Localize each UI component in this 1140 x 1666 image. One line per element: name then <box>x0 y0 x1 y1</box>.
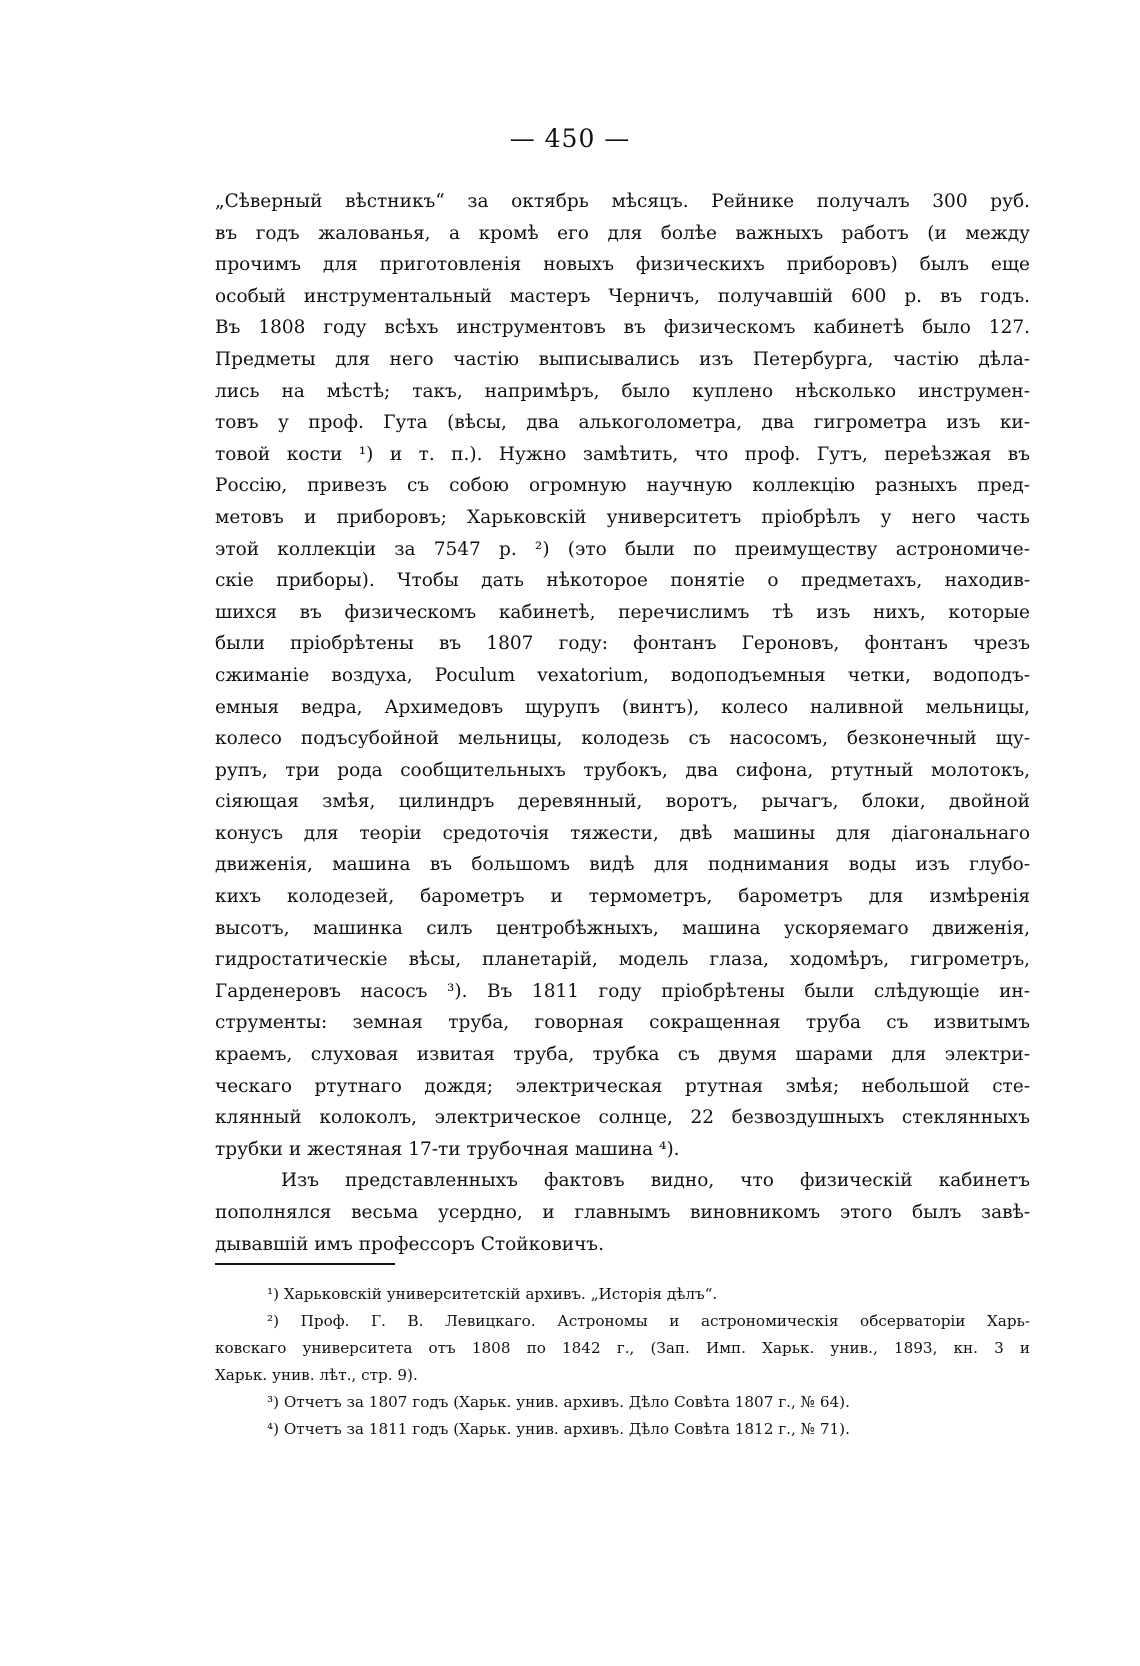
text-line: пополнялся весьма усердно, и главнымъ виновникомъ этого былъ завѣ- <box>215 1202 1030 1223</box>
text-line: кихъ колодезей, барометръ и термометръ, барометръ для измѣренія <box>215 886 1030 908</box>
text-line: емныя ведра, Архимедовъ щурупъ (винтъ), колесо наливной мельницы, <box>215 696 1030 718</box>
footnote-divider <box>215 1263 395 1265</box>
text-line: рупъ, три рода сообщительныхъ трубокъ, два сифона, ртутный молотокъ, <box>215 759 1030 781</box>
footnotes <box>215 1281 1030 1443</box>
footnote-line: ковскаго университета отъ 1808 по 1842 г., (Зап. Имп. Харьк. унив., 1893, кн. 3 и <box>215 1339 1030 1357</box>
text-line: метовъ и приборовъ; Харьковскій университетъ пріобрѣлъ у него часть <box>215 506 1030 528</box>
text-line: трубки и жестяная 17-ти трубочная машина ⁴). <box>215 1138 680 1160</box>
text-line: Въ 1808 году всѣхъ инструментовъ въ физическомъ кабинетѣ было 127. <box>215 317 1030 339</box>
text-line: движенія, машина въ большомъ видѣ для поднимания воды изъ глубо- <box>215 854 1030 876</box>
main-text <box>215 186 1030 1260</box>
text-line: шихся въ физическомъ кабинетѣ, перечислимъ тѣ изъ нихъ, которые <box>215 601 1030 623</box>
text-line: высотъ, машинка силъ центробѣжныхъ, машина ускоряемаго движенія, <box>215 917 1030 939</box>
footnote-line: Харьк. унив. лѣт., стр. 9). <box>215 1366 418 1384</box>
text-line: конусъ для теоріи средоточія тяжести, двѣ машины для діагональнаго <box>215 822 1030 844</box>
text-line: лись на мѣстѣ; такъ, напримѣръ, было куплено нѣсколько инструмен- <box>215 380 1030 402</box>
text-line: были пріобрѣтены въ 1807 году: фонтанъ Героновъ, фонтанъ чрезъ <box>215 633 1030 655</box>
footnote-line: ²) Проф. Г. В. Левицкаго. Астрономы и астрономическія обсерваторіи Харь- <box>267 1312 1030 1330</box>
text-line: въ годъ жалованья, а кромѣ его для болѣе важныхъ работъ (и между <box>215 222 1030 244</box>
text-line: колесо подъсубойной мельницы, колодезь съ насосомъ, безконечный щу- <box>215 728 1030 750</box>
text-line: Гарденеровъ насосъ ³). Въ 1811 году пріобрѣтены были слѣдующіе ин- <box>215 980 1030 1002</box>
text-line: Россію, привезъ съ собою огромную научную коллекцію разныхъ пред- <box>215 475 1030 497</box>
text-line: краемъ, слуховая извитая труба, трубка съ двумя шарами для электри- <box>215 1044 1030 1066</box>
text-line: сжиманіе воздуха, Poculum vexatorium, водоподъемныя четки, водоподъ- <box>215 664 1030 686</box>
text-line: скіе приборы). Чтобы дать нѣкоторое понятіе о предметахъ, находив- <box>215 570 1030 592</box>
text-line: товъ у проф. Гута (вѣсы, два алькоголометра, два гигрометра изъ ки- <box>215 412 1030 434</box>
text-line: гидростатическіе вѣсы, планетарій, модель глаза, ходомѣръ, гигрометръ, <box>215 949 1030 971</box>
footnote-line: ⁴) Отчетъ за 1811 годъ (Харьк. унив. архивъ. Дѣло Совѣта 1812 г., № 71). <box>267 1420 850 1438</box>
text-line: этой коллекціи за 7547 р. ²) (это были по преимуществу астрономиче- <box>215 538 1030 560</box>
page-number: — 450 — <box>509 124 631 153</box>
text-line: ческаго ртутнаго дождя; электрическая ртутная змѣя; небольшой сте- <box>215 1075 1030 1097</box>
text-line: „Сѣверный вѣстникъ“ за октябрь мѣсяцъ. Рейнике получалъ 300 руб. <box>215 191 1030 212</box>
text-line: особый инструментальный мастеръ Черничъ, получавшій 600 р. въ годъ. <box>215 285 1030 307</box>
text-line: клянный колоколъ, электрическое солнце, 22 безвоздушныхъ стеклянныхъ <box>215 1107 1030 1129</box>
footnote-line: ¹) Харьковскій университетскій архивъ. „Исторія дѣлъ“. <box>267 1285 718 1303</box>
text-line: сіяющая змѣя, цилиндръ деревянный, воротъ, рычагъ, блоки, двойной <box>215 791 1030 813</box>
footnote-line: ³) Отчетъ за 1807 годъ (Харьк. унив. архивъ. Дѣло Совѣта 1807 г., № 64). <box>267 1393 850 1411</box>
text-line: Изъ представленныхъ фактовъ видно, что физическій кабинетъ <box>281 1170 1030 1192</box>
text-line: Предметы для него частію выписывались изъ Петербурга, частію дѣла- <box>215 348 1030 370</box>
text-line: прочимъ для приготовленія новыхъ физическихъ приборовъ) былъ еще <box>215 254 1030 276</box>
text-line: товой кости ¹) и т. п.). Нужно замѣтить, что проф. Гутъ, переѣзжая въ <box>215 443 1030 465</box>
text-line: струменты: земная труба, говорная сокращенная труба съ извитымъ <box>215 1012 1030 1034</box>
text-line: дывавшій имъ профессоръ Стойковичъ. <box>215 1233 604 1255</box>
